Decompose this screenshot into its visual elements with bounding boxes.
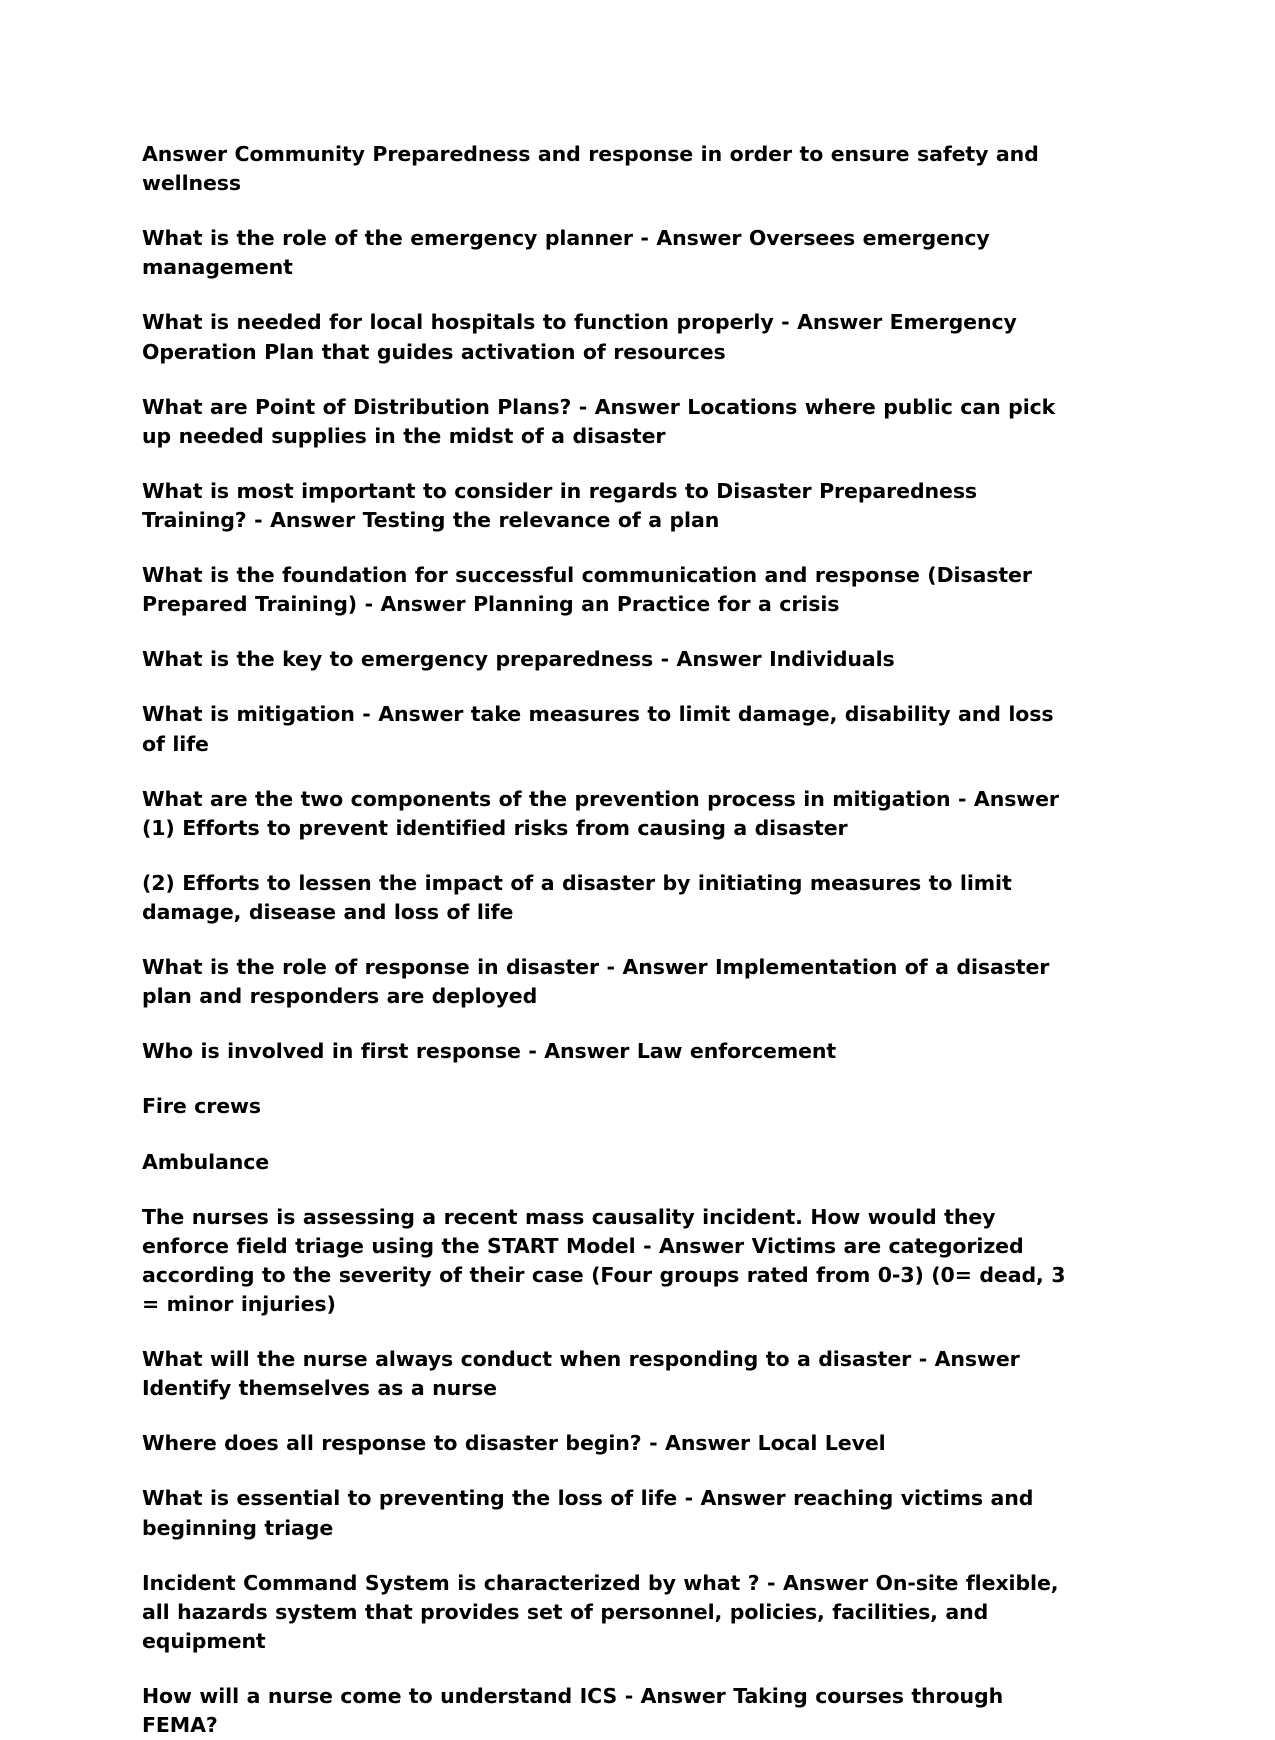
paragraph: What is the key to emergency preparedness - Answer Individuals <box>142 647 895 672</box>
paragraph: What is most important to consider in regards to Disaster Preparedness Training? - Answer Testing the relevance of a plan <box>142 478 978 532</box>
paragraph: Answer Community Preparedness and response in order to ensure safety and wellness <box>142 142 1039 196</box>
paragraph: What are Point of Distribution Plans? - Answer Locations where public can pick up needed supplies in the midst of a disaster <box>142 394 1056 448</box>
paragraph: What are the two components of the prevention process in mitigation - Answer (1) Efforts to prevent identified risks from causing a disaster <box>142 786 1059 840</box>
paragraph: How will a nurse come to understand ICS - Answer Taking courses through FEMA? <box>142 1683 1004 1738</box>
paragraph: Fire crews <box>142 1094 261 1119</box>
paragraph: The nurses is assessing a recent mass causality incident. How would they enforce field triage using the START Model - Answer Victims are categorized according to the severity of their case (Four groups rated from 0-3) (0= dead, 3 = minor injuries) <box>142 1204 1066 1316</box>
paragraph: What is the role of response in disaster - Answer Implementation of a disaster plan and responders are deployed <box>142 955 1050 1009</box>
paragraph: Incident Command System is characterized by what ? - Answer On-site flexible, all hazards system that provides set of personnel, policies, facilities, and equipment <box>142 1570 1059 1653</box>
paragraph: What is mitigation - Answer take measures to limit damage, disability and loss of life <box>142 702 1054 756</box>
paragraph: What is the role of the emergency planner - Answer Oversees emergency management <box>142 226 990 280</box>
document-body <box>142 140 1072 1740</box>
paragraph: Who is involved in first response - Answer Law enforcement <box>142 1039 837 1064</box>
paragraph: What is the foundation for successful communication and response (Disaster Prepared Training) - Answer Planning an Practice for a crisis <box>142 563 1032 617</box>
paragraph: What is essential to preventing the loss of life - Answer reaching victims and beginning triage <box>142 1486 1034 1540</box>
paragraph: What is needed for local hospitals to function properly - Answer Emergency Operation Plan that guides activation of resources <box>142 310 1017 364</box>
paragraph: Where does all response to disaster begin? - Answer Local Level <box>142 1431 886 1456</box>
paragraph: (2) Efforts to lessen the impact of a disaster by initiating measures to limit damage, disease and loss of life <box>142 870 1012 924</box>
paragraph: What will the nurse always conduct when responding to a disaster - Answer Identify themselves as a nurse <box>142 1347 1020 1401</box>
paragraph: Ambulance <box>142 1149 270 1174</box>
